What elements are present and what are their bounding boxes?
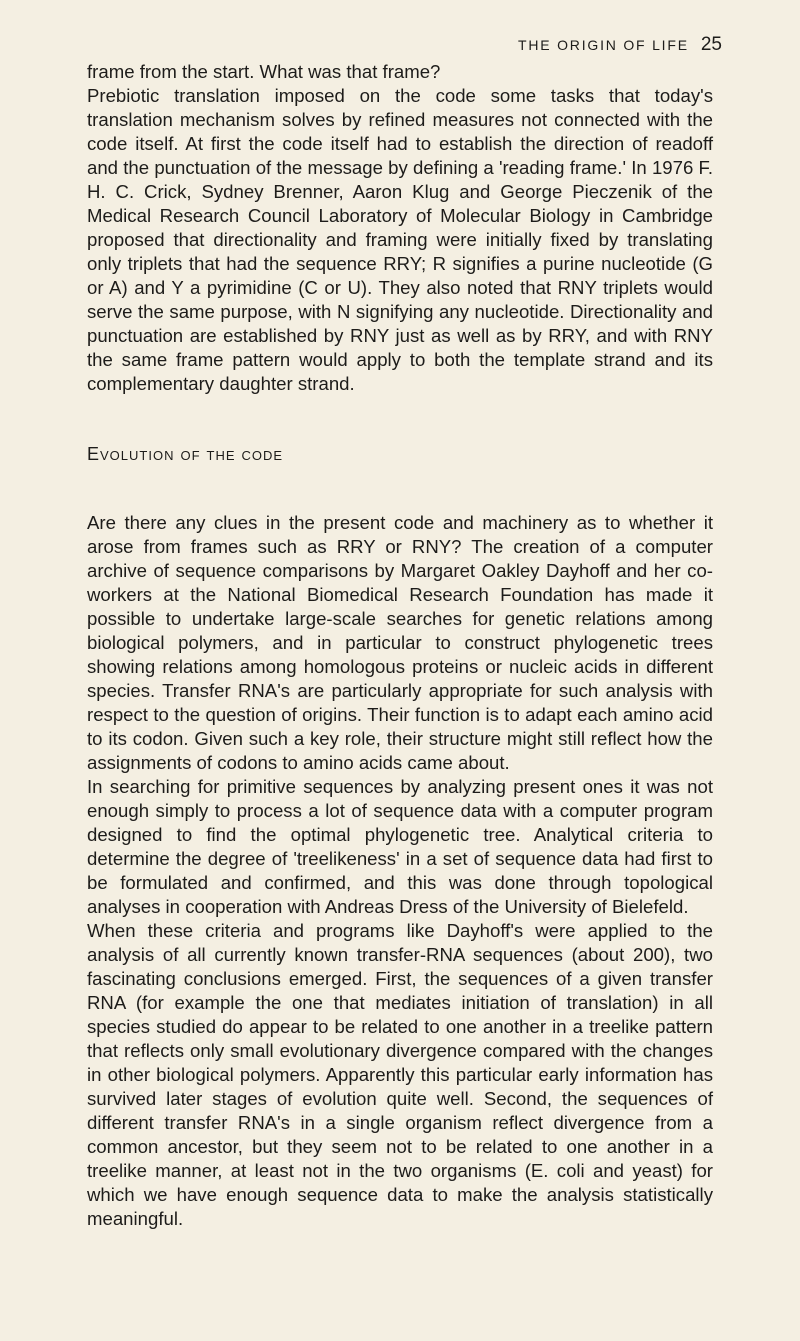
body-text <box>87 60 713 1231</box>
paragraph-2: Prebiotic translation imposed on the code some tasks that today's translation mechanism solves by refined measures not connected with the code itself. At first the code itself had to establish the direction of readoff and the punctuation of the message by defining a 'reading frame.' In 1976 F. H. C. Crick, Sydney Brenner, Aaron Klug and George Pieczenik of the Medical Research Council Laboratory of Molecular Biology in Cambridge proposed that directionality and framing were initially fixed by translating only triplets that had the sequence RRY; R signifies a purine nucleotide (G or A) and Y a pyrimidine (C or U). They also noted that RNY triplets would serve the same purpose, with N signifying any nucleotide. Directionality and punctuation are established by RNY just as well as by RRY, and with RNY the same frame pattern would apply to both the template strand and its complementary daughter strand. <box>87 85 713 394</box>
running-head-title: THE ORIGIN OF LIFE <box>518 37 689 53</box>
paragraph-3: Are there any clues in the present code and machinery as to whether it arose from frames such as RRY or RNY? The creation of a computer archive of sequence comparisons by Margaret Oakley Dayhoff and her co-workers at the National Biomedical Research Foundation has made it possible to undertake large-scale searches for genetic relations among biological polymers, and in particular to construct phylogenetic trees showing relations among homologous proteins or nucleic acids in different species. Transfer RNA's are particularly appropriate for such analysis with respect to the question of origins. Their function is to adapt each amino acid to its codon. Given such a key role, their structure might still reflect how the assignments of codons to amino acids came about. <box>87 512 713 773</box>
running-head <box>518 34 722 56</box>
paragraph-5: When these criteria and programs like Dayhoff's were applied to the analysis of all currently known transfer-RNA sequences (about 200), two fascinating conclusions emerged. First, the sequences of a given transfer RNA (for example the one that mediates initiation of translation) in all species studied do appear to be related to one another in a treelike pattern that reflects only small evolutionary divergence compared with the changes in other biological polymers. Apparently this particular early information has survived later stages of evolution quite well. Second, the sequences of different transfer RNA's in a single organism reflect divergence from a common ancestor, but they seem not to be related to one another in a treelike manner, at least not in the two organisms (E. coli and yeast) for which we have enough sequence data to make the analysis statistically meaningful. <box>87 920 713 1229</box>
section-heading: Evolution of the code <box>87 444 284 464</box>
paragraph-1: frame from the start. What was that frame? <box>87 61 441 82</box>
paragraph-4: In searching for primitive sequences by analyzing present ones it was not enough simply to process a lot of sequence data with a computer program designed to find the optimal phylogenetic tree. Analytical criteria to determine the degree of 'treelikeness' in a set of sequence data had first to be formulated and confirmed, and this was done through topological analyses in cooperation with Andreas Dress of the University of Bielefeld. <box>87 776 713 917</box>
page-number: 25 <box>700 34 722 55</box>
